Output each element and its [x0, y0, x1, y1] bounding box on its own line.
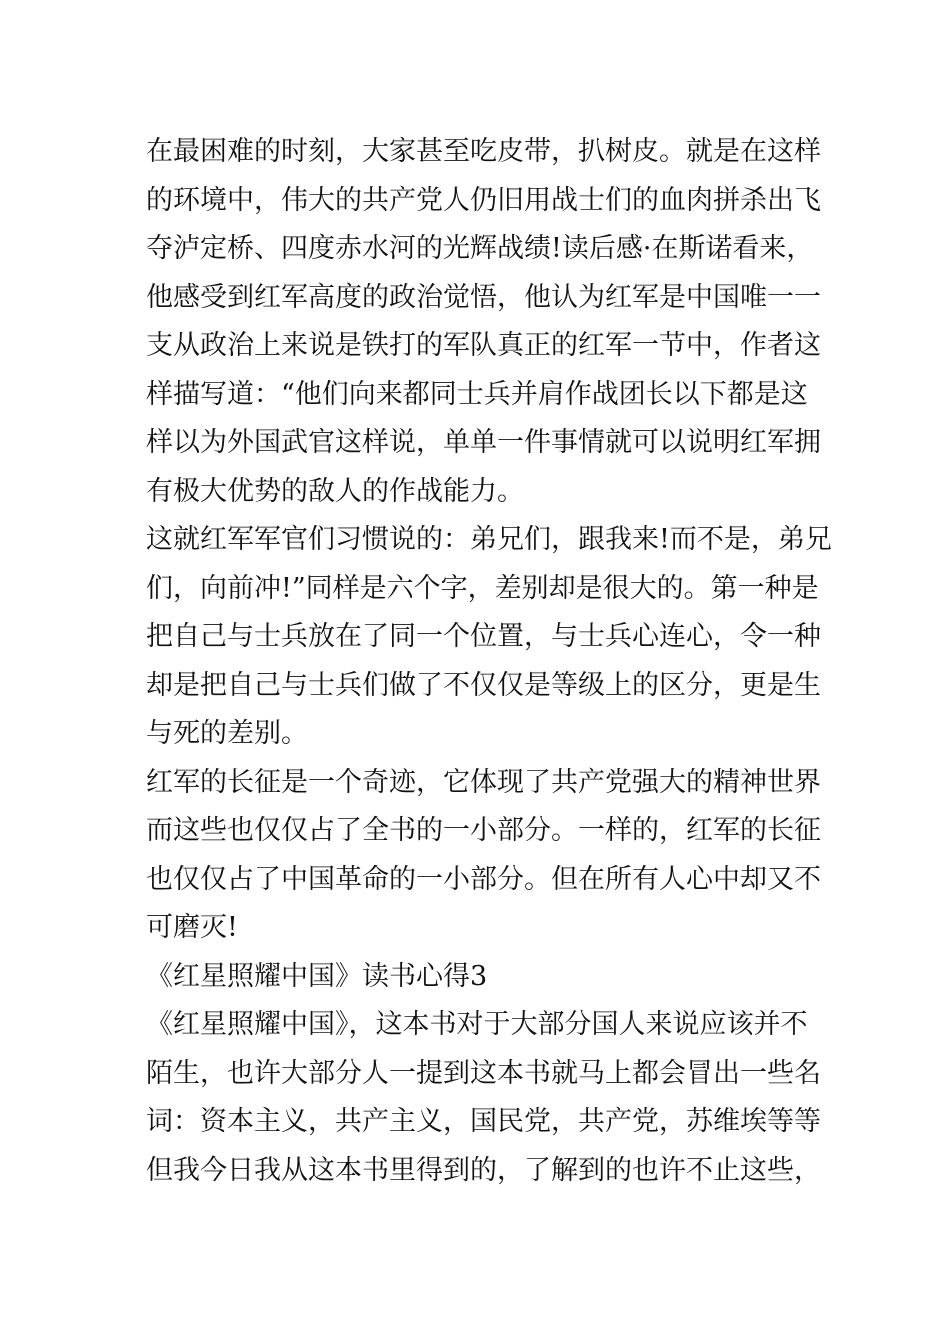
text-line: 红军的长征是一个奇迹，它体现了共产党强大的精神世界: [146, 766, 821, 798]
text-line: 的环境中，伟大的共产党人仍旧用战士们的血肉拼杀出飞: [146, 184, 821, 216]
text-line: 却是把自己与士兵们做了不仅仅是等级上的区分，更是生: [146, 669, 821, 701]
section-heading: 《红星照耀中国》读书心得3: [146, 960, 488, 992]
text-line: 但我今日我从这本书里得到的，了解到的也许不止这些，: [146, 1154, 821, 1186]
text-line: 《红星照耀中国》，这本书对于大部分国人来说应该并不: [146, 1009, 808, 1040]
text-line: 支从政治上来说是铁打的军队真正的红军一节中，作者这: [146, 330, 821, 361]
text-line: 他感受到红军高度的政治觉悟，他认为红军是中国唯一一: [146, 281, 821, 313]
text-line: 样以为外国武官这样说，单单一件事情就可以说明红军拥: [146, 427, 821, 458]
text-line: 而这些也仅仅占了全书的一小部分。一样的，红军的长征: [146, 815, 821, 846]
text-line: 陌生，也许大部分人一提到这本书就马上都会冒出一些名: [146, 1057, 821, 1089]
text-line: 样描写道：“他们向来都同士兵并肩作战团长以下都是这: [146, 378, 808, 410]
text-line: 这就红军军官们习惯说的：弟兄们，跟我来!而不是，弟兄: [146, 524, 832, 555]
text-line: 可磨灭!: [146, 912, 238, 943]
text-line: 有极大优势的敌人的作战能力。: [146, 475, 524, 507]
text-line: 也仅仅占了中国革命的一小部分。但在所有人心中却又不: [146, 863, 821, 895]
document-body: [146, 128, 832, 1195]
text-line: 与死的差别。: [146, 718, 308, 749]
text-line: 们，向前冲!”同样是六个字，差别却是很大的。第一种是: [146, 572, 819, 604]
text-line: 词：资本主义，共产主义，国民党，共产党，苏维埃等等: [146, 1106, 821, 1137]
text-line: 在最困难的时刻，大家甚至吃皮带，扒树皮。就是在这样: [146, 136, 821, 167]
text-line: 夺泸定桥、四度赤水河的光辉战绩!读后感·在斯诺看来，: [146, 233, 814, 264]
text-line: 把自己与士兵放在了同一个位置，与士兵心连心，令一种: [146, 621, 821, 652]
